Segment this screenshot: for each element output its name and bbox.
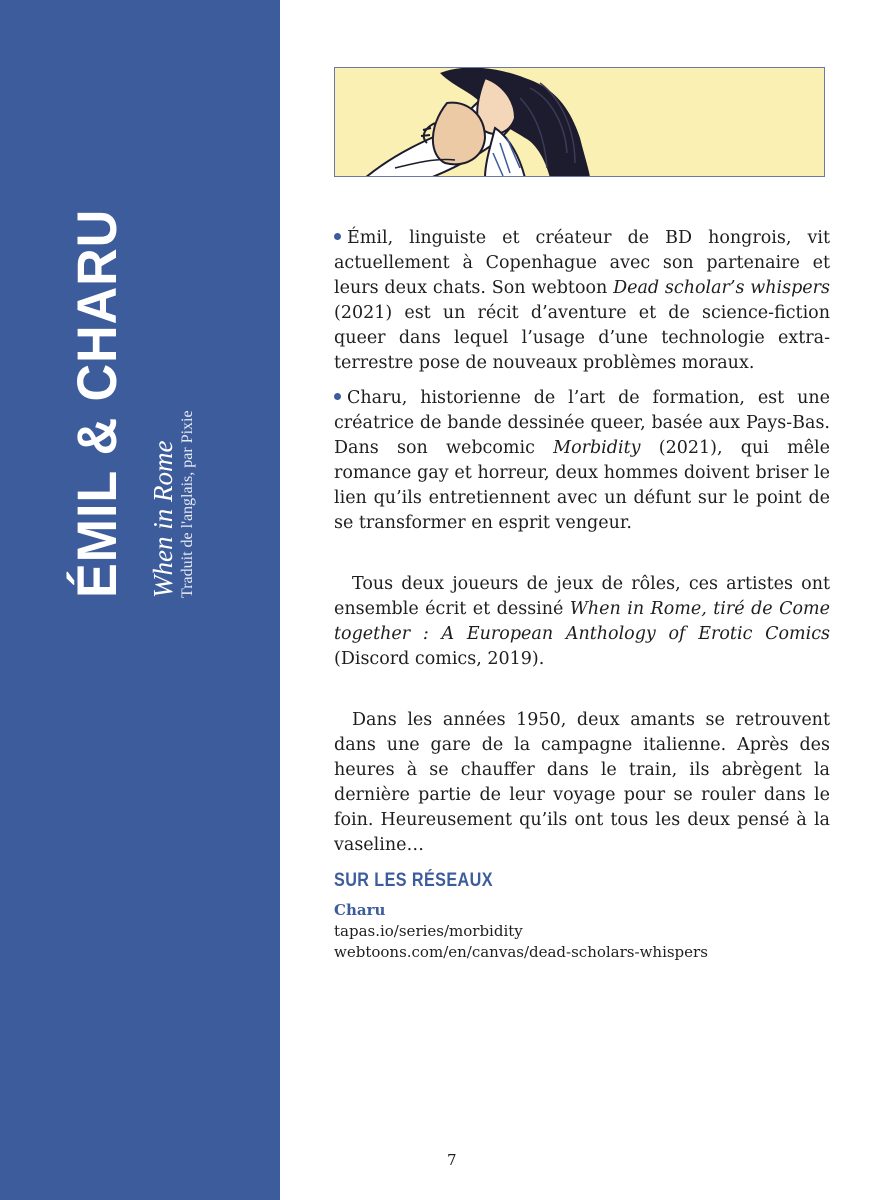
- collab-text-end: (Discord comics, 2019).: [334, 649, 545, 669]
- bio-emil: [334, 226, 830, 376]
- social-link-webtoons[interactable]: webtoons.com/en/canvas/dead-scholars-whispers: [334, 943, 708, 961]
- anthology-title: When in Rome, tiré de Come together : A European Anthology of Erotic Comics: [334, 599, 830, 644]
- social-author-name: Charu: [334, 901, 386, 919]
- collab-text: Tous deux joueurs de jeux de rôles, ces artistes ont ensemble écrit et dessiné: [334, 574, 830, 619]
- bullet-dot: [334, 233, 341, 240]
- author-name: ÉMIL & CHARU: [65, 208, 128, 598]
- synopsis-paragraph: Dans les années 1950, deux amants se retrouvent dans une gare de la campagne italienne. Après des heures à se chauffer dans le train, ils abrègent la dernière partie de leur voyage pour se rouler dans le foin. Heureusement qu’ils ont tous les deux pensé à la vaseline…: [334, 710, 830, 855]
- bio-emil-text: Émil, linguiste et créateur de BD hongrois, vit actuellement à Copenhague avec son partenaire et leurs deux chats. Son webtoon: [334, 228, 830, 298]
- social-section: [334, 870, 834, 963]
- bio-charu-work-title: Morbidity: [553, 438, 641, 458]
- social-heading: SUR LES RÉSEAUX: [334, 870, 493, 891]
- bio-charu: [334, 386, 830, 536]
- bio-charu-text-end: (2021), qui mêle romance gay et horreur, deux hommes doivent briser le lien qu’ils entretiennent avec un défunt sur le point de se transformer en esprit vengeur.: [334, 438, 831, 533]
- article-body: [334, 226, 830, 858]
- bio-emil-work-title: Dead scholar’s whispers: [613, 278, 830, 298]
- sidebar-band: [0, 0, 280, 1200]
- bullet-dot: [334, 393, 341, 400]
- collaboration-paragraph: [334, 572, 830, 672]
- embrace-illustration: [335, 68, 825, 177]
- comic-panel-illustration: [334, 67, 825, 177]
- translation-credit: Traduit de l'anglais, par Pixie: [179, 410, 196, 598]
- page-number: 7: [447, 1151, 457, 1169]
- bio-emil-text-end: (2021) est un récit d’aventure et de science-fiction queer dans lequel l’usage d’une technologie extra-terrestre pose de nouveaux problèmes moraux.: [334, 303, 830, 373]
- vertical-title-block: [64, 178, 196, 598]
- social-link-tapas[interactable]: tapas.io/series/morbidity: [334, 922, 523, 940]
- bio-charu-text: Charu, historienne de l’art de formation, est une créatrice de bande dessinée queer, basée aux Pays-Bas. Dans son webcomic: [334, 388, 830, 458]
- work-title: When in Rome: [148, 440, 178, 598]
